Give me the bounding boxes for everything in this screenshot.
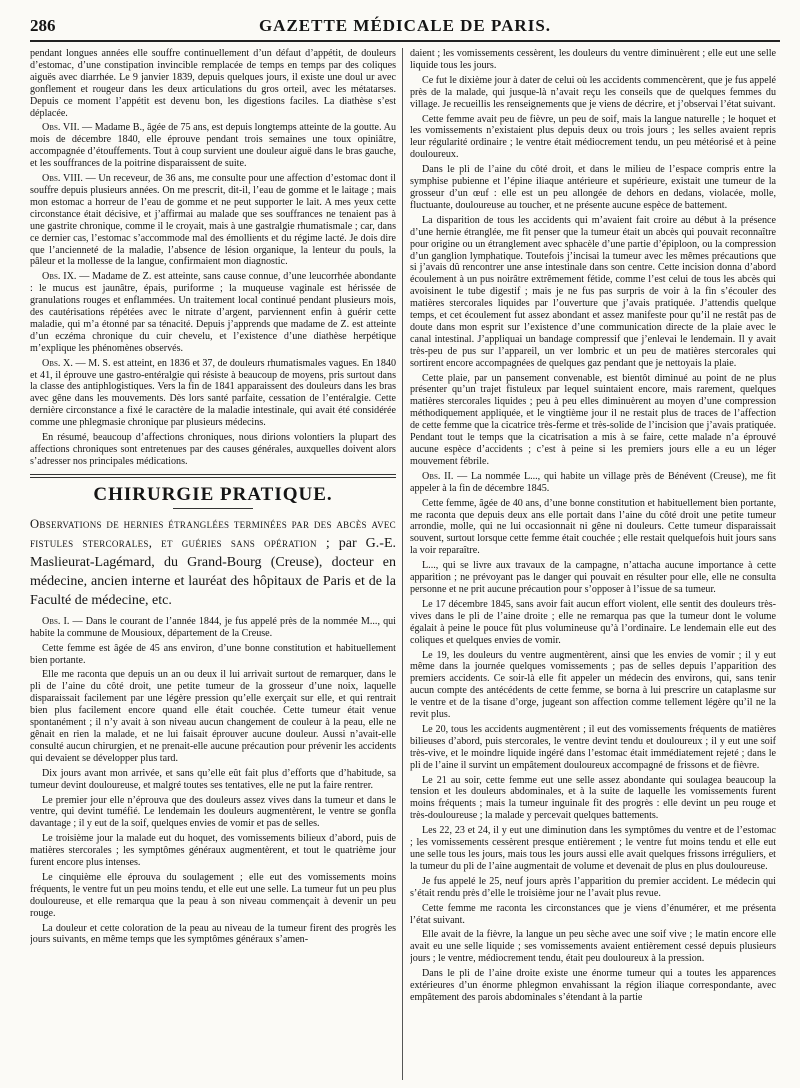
case-text: — M. S. est atteint, en 1836 et 37, de douleurs rhumatismales vagues. En 1840 et 41, il éprouve une gastro-entéralgie qui résiste à beaucoup de moyens, pris surtout dans la classe des antiphlogistiques. Vers la fin de 1841 apparaissent des douleurs dans les bras avec gêne dans les mouvements. Dès lors santé parfaite, cessation de l’entéralgie. Cette dernière circonstance a fixé le caractère de la maladie intestinale, qui avait été considérée comme une phlegmasie chronique par plusieurs médecins. <box>30 357 396 429</box>
paragraph: Dans le pli de l’aine droite existe une énorme tumeur qui a toutes les apparences extérieures d’un énorme phlegmon envahissant la région iliaque correspondante, avec empâtement des parois abdominales s’étendant à la partie <box>410 968 776 1003</box>
paragraph: Le 17 décembre 1845, sans avoir fait aucun effort violent, elle sentit des douleurs très-vives dans le pli de l’aine droite ; elle ne remarqua pas que la tumeur dont le volume égalait à peine le pouce fût plus volumineuse qu’à l’ordinaire. Le lendemain elle eut des coliques et quelques envies de vomir. <box>410 598 776 646</box>
right-column <box>410 48 776 1080</box>
paragraph: La disparition de tous les accidents qui m’avaient fait croire au début à la présence d’une hernie étranglée, me fit penser que la tumeur était un abcès qui pouvait reconnaître pour origine ou un étranglement avec sphacèle d’une partie d’épiploon, ou la compression d’un ganglion lymphatique. Toutefois j’incisai la tumeur avec les mêmes précautions que si j’avais dû rencontrer une anse intestinale dans son centre. Cette incision donna d’abord écoulement à un pus noirâtre extrêmement fétide, comme l’est celui de tous les abcès qui avoisinent le tube digestif ; mais je ne fus pas surpris de voir à la fin s’écouler des matières stercorales liquides par l’ouverture que j’avais pratiquée. J’attendis quelque temps, et cet écoulement fut assez abondant et assez manifeste pour qu’il ne restât pas de doute dans mon esprit sur l’existence d’une communication directe de la plaie avec le canal intestinal. J’appliquai un bandage compressif que j’enlevai le lendemain. Il y avait très-peu de pus sur l’appareil, un ver lombric et un peu de matières stercorales qui sortirent encore accompagnées de quelques gaz pendant que je nettoyais la plaie. <box>410 214 776 369</box>
observation-ii <box>410 471 776 495</box>
page-number: 286 <box>30 16 56 35</box>
observation-x <box>30 358 396 429</box>
paragraph: Cette femme est âgée de 45 ans environ, d’une bonne constitution et habituellement bien portante. <box>30 642 396 666</box>
case-label: Obs. IX. <box>42 271 77 283</box>
paragraph: Cette femme avait peu de fièvre, un peu de soif, mais la langue naturelle ; le hoquet et les vomissements n’existaient plus depuis deux ou trois jours ; les selles avaient repris leur régularité ordinaire ; le ventre était médiocrement tendu, un peu météorisé et à peine douloureux. <box>410 113 776 161</box>
paragraph: La douleur et cette coloration de la peau au niveau de la tumeur firent des progrès les jours suivants, en même temps que les symptômes généraux s’amen- <box>30 922 396 946</box>
article-title <box>30 515 396 610</box>
title-underline <box>173 508 253 509</box>
paragraph: Les 22, 23 et 24, il y eut une diminution dans les symptômes du ventre et de l’estomac ; les vomissements cessèrent presque entièrement ; le ventre fut moins tendu et elle eut une selle tous les jours, mais tous les jours aussi elle avait quelques frissons irréguliers, et la tumeur du pli de l’aine augmentait de volume et devenait de plus en plus douloureuse. <box>410 825 776 872</box>
case-text: — La nommée L..., qui habite un village près de Bénévent (Creuse), me fit appeler à la fin de décembre 1845. <box>410 470 776 494</box>
journal-title: GAZETTE MÉDICALE DE PARIS. <box>258 16 552 35</box>
case-label: Obs. VIII. <box>42 173 83 185</box>
paragraph: Cette plaie, par un pansement convenable, est bientôt diminué au point de ne plus présenter qu’un trajet fistuleux par lequel suintaient encore, mais rarement, quelques matières stercorales liquides ; peu à peu elles diminuèrent au moyen d’une compression méthodiquement appliquée, et le vingtième jour il ne restait plus de traces de l’affection de cette femme que la cicatrice très-ferme et très-solide de l’incision que j’avais pratiquée. Pendant tout le temps que la cicatrisation a mis à se faire, cette malade n’a éprouvé aucune espèce d’accidents ; c’est à peine si les premiers jours elle a eu un léger mouvement fébrile. <box>410 372 776 467</box>
column-divider <box>402 48 403 1080</box>
paragraph: Le 20, tous les accidents augmentèrent ; il eut des vomissements fréquents de matières bilieuses d’abord, puis stercorales, le ventre devint tendu et douloureux ; il y eut une soif très-vive, et le moindre liquide ingéré dans l’estomac était immédiatement rejeté ; dans le pli de l’aine il survint un empâtement douloureux accompagné de frissons et de fièvre. <box>410 723 776 771</box>
case-text: — Madame de Z. est atteinte, sans cause connue, d’une leucorrhée abondante : le mucus est jaunâtre, épais, puriforme ; la muqueuse vaginale est hérissée de granulations rouges et enflammées. Un traitement local continué pendant plusieurs mois, des cautérisations répétées avec le nitrate d’argent, parviennent enfin à guérir cette maladie, qui m’a étonné par sa ténacité. Depuis j’apprends que madame de Z. est atteinte d’un eczéma chronique du cuir chevelu, et l’existence d’une diathèse herpétique m’explique les phénomènes observés. <box>30 271 396 354</box>
paragraph: Le premier jour elle n’éprouva que des douleurs assez vives dans la tumeur et dans le ventre, qui devint tuméfié. Le lendemain les douleurs augmentèrent, le ventre se gonfla davantage ; il y eut de la soif, quelques envies de vomir et pas de selles. <box>30 794 396 830</box>
conclusion-paragraph: En résumé, beaucoup d’affections chroniques, nous dirions volontiers la plupart des affections chroniques sont entretenues par des causes générales, auxquelles doivent alors s’adresser nos principales médications. <box>30 432 396 467</box>
left-column <box>30 48 396 1080</box>
paragraph: Dix jours avant mon arrivée, et sans qu’elle eût fait plus d’efforts que d’habitude, sa tumeur devint douloureuse, et malgré toutes ses tentatives, elle ne put la faire rentrer. <box>30 767 396 791</box>
case-text: — Madame B., âgée de 75 ans, est depuis longtemps atteinte de la goutte. Au mois de décembre 1840, elle éprouve pendant trois semaines une toux opiniâtre, accompagnée d’étouffements. Tout à coup survient une douleur aiguë dans le bras gauche, et les souffrances de la poitrine disparaissent de suite. <box>30 122 396 170</box>
case-label: Obs. I. <box>42 615 70 627</box>
paragraph: Le troisième jour la malade eut du hoquet, des vomissements bilieux d’abord, puis de matières stercorales ; les symptômes généraux augmentèrent, et tout le quatrième jour furent encore plus intenses. <box>30 833 396 869</box>
paragraph: Dans le pli de l’aine du côté droit, et dans le milieu de l’espace compris entre la symphise pubienne et l’épine iliaque antérieure et supérieure, existait une tumeur de la grosseur d’un œuf : elle est un peu allongée de dehors en dedans, violacée, molle, fluctuante, douloureuse au toucher, et ne présente aucune espèce de battement. <box>410 164 776 211</box>
paragraph: Ce fut le dixième jour à dater de celui où les accidents commencèrent, que je fus appelé près de la malade, qui jusque-là n’avait reçu les conseils que de quelques femmes du village. Je recueillis les renseignements que je viens de décrire, et j’observai l’état suivant. <box>410 74 776 110</box>
paragraph: Le cinquième elle éprouva du soulagement ; elle eut des vomissements moins fréquents, le ventre fut un peu moins tendu, et elle eut une selle. La tumeur fut un peu plus douloureuse, et elle remarqua que la peau à son niveau commençait à devenir un peu rouge. <box>30 871 396 919</box>
paragraph: Cette femme, âgée de 40 ans, d’une bonne constitution et habituellement bien portante, me raconta que depuis deux ans elle portait dans l’aine du côté droit une petite tumeur arrondie, molle, qui ne lui occasionnait ni gêne ni douleurs. Cette tumeur disparaissait souvent, surtout lorsque cette femme était couchée ; elle restait quelquefois huit jours sans la voir reparaître. <box>410 497 776 557</box>
paragraph: Le 21 au soir, cette femme eut une selle assez abondante qui soulagea beaucoup la tension et les douleurs abdominales, et à la suite de laquelle les vomissements furent moins fréquents ; mais la tumeur inguinale fit des progrès : elle devint un peu rouge et très-douloureuse ; la malade y percevait quelques battements. <box>410 774 776 822</box>
page-header <box>30 10 780 42</box>
paragraph: Elle me raconta que depuis un an ou deux il lui arrivait surtout de remarquer, dans le pli de l’aine du côté droit, une petite tumeur de la grosseur d’une noix, laquelle disparaissait facilement par une légère pression qu’elle exerçait sur elle, et qui rentrait bien plus facilement encore quand elle était couchée. Cette tumeur était venue spontanément ; il n’y avait à son niveau aucun changement de couleur à la peau, elle ne gênait en rien la malade, et ne lui faisait éprouver aucune douleur. Aussi n’avait-elle consulté aucun chirurgien, et ne prenait-elle aucune précaution pour prévenir les accidents qui devaient se développer plus tard. <box>30 669 396 764</box>
paragraph: Elle avait de la fièvre, la langue un peu sèche avec une soif vive ; le matin encore elle avait eu une selle liquide ; ses vomissements avaient entièrement cessé depuis plusieurs jours ; le ventre, médiocrement tendu, était peu douloureux à la pression. <box>410 929 776 965</box>
observation-ix <box>30 271 396 354</box>
paragraph: Je fus appelé le 25, neuf jours après l’apparition du premier accident. Le médecin qui s’était rendu près d’elle le troisième jour ne l’avait plus revue. <box>410 875 776 899</box>
section-title: CHIRURGIE PRATIQUE. <box>93 483 333 505</box>
case-text: — Dans le courant de l’année 1844, je fus appelé près de la nommée M..., qui habite la commune de Mousioux, département de la Creuse. <box>30 615 396 639</box>
section-divider <box>30 474 396 478</box>
case-label: Obs. II. <box>422 470 454 482</box>
observation-viii <box>30 173 396 268</box>
paragraph: L..., qui se livre aux travaux de la campagne, n’attacha aucune importance à cette apparition ; ne prévoyant pas le danger qui pouvait en résulter pour elle, elle ne consulta personne et ne prit aucune précaution pour s’opposer à l’issue de sa tumeur. <box>410 560 776 595</box>
paragraph: Cette femme me raconta les circonstances que je viens d’énumérer, et me présenta l’état suivant. <box>410 902 776 926</box>
case-text: — Un receveur, de 36 ans, me consulte pour une affection d’estomac dont il souffre depuis plusieurs années. On me prescrit, dit-il, l’eau de gomme et le laitage ; mais mon estomac a horreur de l’eau de gomme et ne peut supporter le lait. A mes yeux cette circonstance était décisive, et j’affirmai au malade que ses souffrances ne tenaient pas à une gastrite chronique, comme il le croyait, mais à une gastralgie rhumatismale ; car, dans ce dernier cas, l’estomac s’accommode mal des émollients et du régime lacté. Je dois dire que l’ancienneté de la maladie, l’absence de lésion organique, la lenteur du pouls, la pâleur et la mollesse de la langue, confirmaient mon diagnostic. <box>30 173 396 268</box>
article-title-caps: Observations de hernies étranglées terminées par des abcès avec fistules stercorales, et guéries sans opération <box>30 516 396 550</box>
paragraph: daient ; les vomissements cessèrent, les douleurs du ventre diminuèrent ; elle eut une selle liquide tous les jours. <box>410 48 776 71</box>
paragraph: pendant longues années elle souffre continuellement d’un défaut d’appétit, de douleurs d’estomac, d’une constipation invincible remplacée de temps en temps par des coliques aiguës avec diarrhée. Le 9 janvier 1839, depuis quelques jours, il existe une doul ur avec gonflement et rougeur dans les deux articulations du gros orteil, avec les métatarses. Depuis ce moment l’appétit est devenu bon, les digestions faciles. La diathèse s’est déplacée. <box>30 48 396 119</box>
case-label: Obs. VII. <box>42 122 80 134</box>
observation-i <box>30 616 396 640</box>
observation-vii <box>30 122 396 170</box>
case-label: Obs. X. <box>42 357 73 369</box>
paragraph: Le 19, les douleurs du ventre augmentèrent, ainsi que les envies de vomir ; il y eut même dans la journée quelques vomissements ; pas de selles depuis l’apparition des premiers accidents. Ce soir-là elle fit appeler un médecin des environs, qui, sans tenir aucun compte des antécédents de cette femme, se borna à lui prescrire un cataplasme sur le ventre et de la tisane d’orge, jugeant son affection comme tellement légère qu’il ne la revit plus. <box>410 649 776 721</box>
article-title-author: ; par G.-E. Maslieurat-Lagémard, du Grand-Bourg (Creuse), docteur en médecine, ancien interne et lauréat des hôpitaux de Paris et de la Faculté de médecine, etc. <box>30 535 396 608</box>
